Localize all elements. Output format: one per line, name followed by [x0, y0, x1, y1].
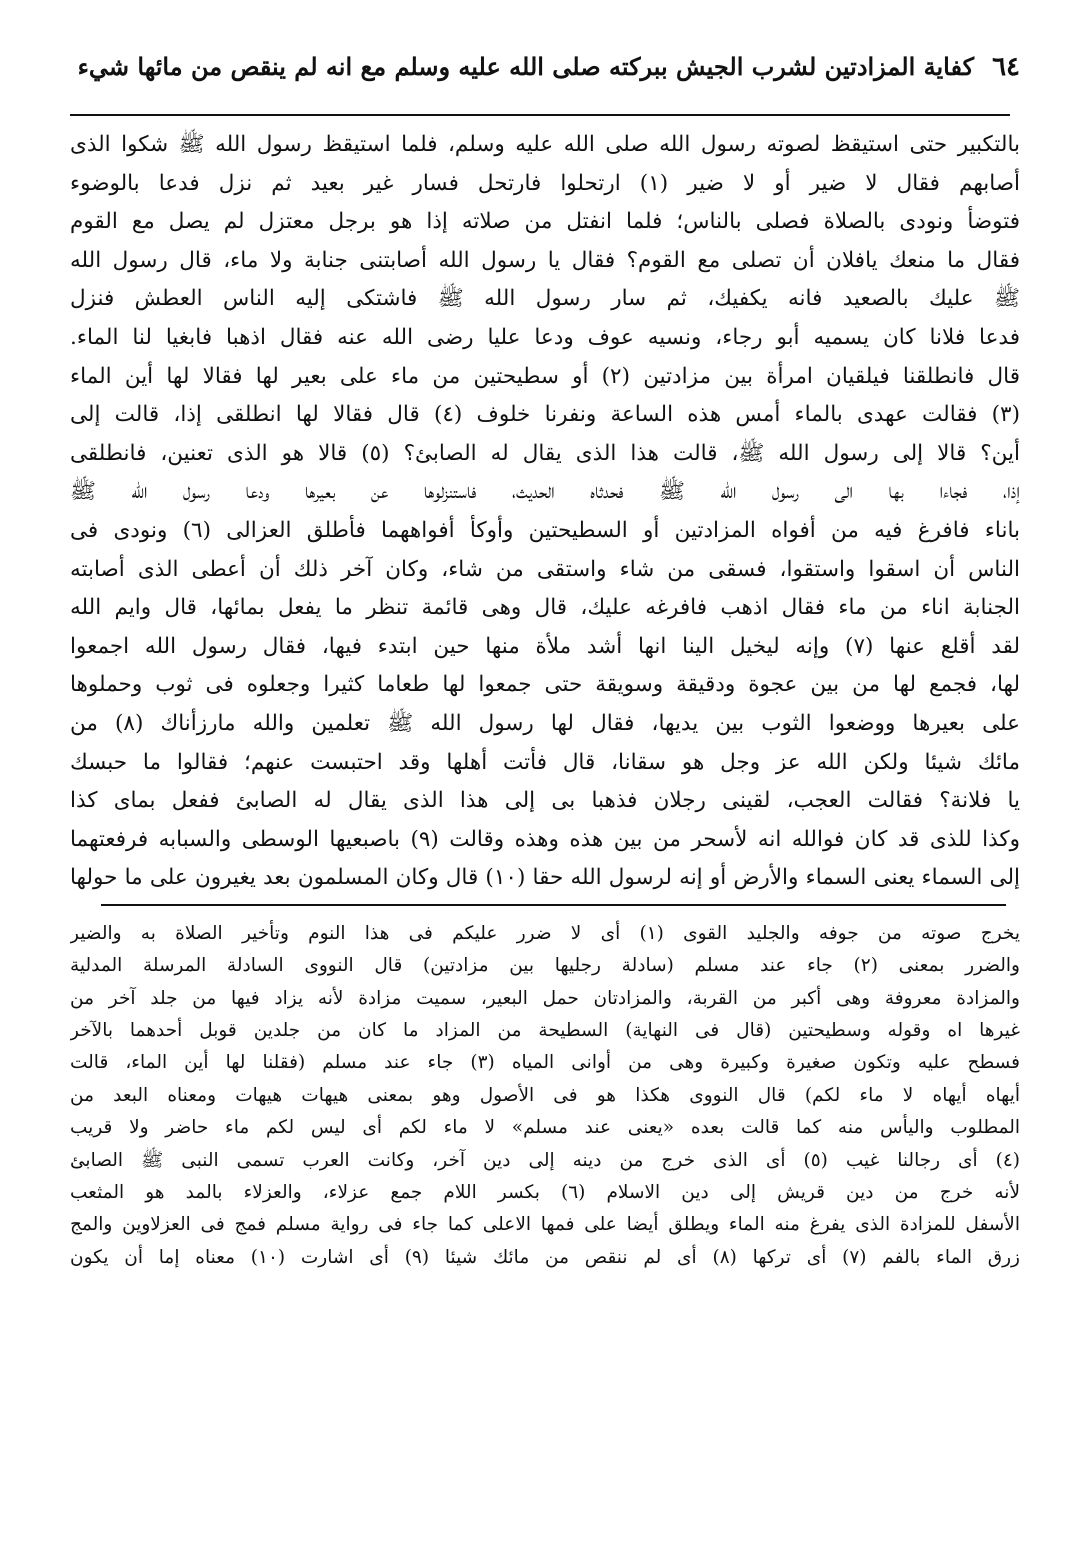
footnote-line: والضرر بمعنى (٢) جاء عند مسلم (سادلة رجليها بين مزادتين) قال النووى السادلة المرسلة المدلية	[70, 955, 1020, 977]
running-title: كفاية المزادتين لشرب الجيش ببركته صلى الله عليه وسلم مع انه لم ينقص من مائها شيء	[77, 52, 975, 81]
main-text-line: الجنابة اناء من ماء فقال اذهب فافرغه عليك، قال وهى قائمة تنظر ما يفعل بمائها، قال وايم الله	[70, 595, 1020, 621]
footnote-divider	[101, 904, 1006, 906]
footnote-line: يخرج صوته من جوفه والجليد القوى (١) أى لا ضرر عليكم فى هذا النوم وتأخير الصلاة به والضير	[70, 922, 1020, 944]
main-text-line: (٣) فقالت عهدى بالماء أمس هذه الساعة ونفرنا خلوف (٤) قال فقالا لها انطلقى إذا، قالت إلى	[70, 402, 1020, 428]
header-divider	[70, 114, 1010, 116]
main-text-line: قال فانطلقنا فيلقيان امرأة بين مزادتين (٢) أو سطيحتين من ماء على بعير لها فقالا لها أين الماء	[70, 363, 1020, 389]
footnote-line: المطلوب واليأس منه كما قالت بعده «يعنى عند مسلم» لا ماء لكم أى ليس لكم ماء حاضر ولا قريب	[70, 1117, 1020, 1139]
main-text-line: الناس أن اسقوا واستقوا، فسقى من شاء واستقى من شاء، وكان آخر ذلك أن أعطى الذى أصابته	[70, 556, 1020, 582]
main-text-line: فقال ما منعك يافلان أن تصلى مع القوم؟ فقال يا رسول الله أصابتنى جنابة ولا ماء، قال رسول الله	[70, 247, 1020, 273]
main-text-block	[70, 126, 1020, 898]
main-text-line: وكذا للذى قد كان فوالله انه لأسحر من بين هذه وهذه وقالت (٩) باصبعيها الوسطى والسبابه فرفعتهما	[70, 826, 1020, 852]
main-text-line: لها، فجمع لها من بين عجوة ودقيقة وسويقة حتى جمعوا لها طعاما كثيرا وجعلوه فى ثوب وحملوها	[70, 672, 1020, 698]
footnote-line: لأنه خرج من دين قريش إلى دين الاسلام (٦) بكسر اللام جمع عزلاء، والعزلاء بالمد هو المثعب	[70, 1182, 1020, 1203]
book-page	[70, 52, 1020, 1274]
main-text-line: بالتكبير حتى استيقظ لصوته رسول الله صلى الله عليه وسلم، فلما استيقظ رسول الله ﷺ شكوا الذى	[70, 132, 1020, 157]
main-text-line: إذا، فجاءا بها الى رسول الله ﷺ فحدثاه الحديث، فاستنزلوها عن بعيرها ودعا رسول الله ﷺ	[70, 479, 1020, 505]
main-text-line: إلى السماء يعنى السماء والأرض أو إنه لرسول الله حقا (١٠) قال وكان المسلمون بعد يغيرون على ما حولها	[70, 865, 1020, 891]
main-text-line: على بعيرها ووضعوا الثوب بين يديها، فقال لها رسول الله ﷺ تعلمين والله مارزأناك (٨) من	[70, 710, 1020, 736]
main-text-line: لقد أقلع عنها (٧) وإنه ليخيل الينا انها أشد ملأة منها حين ابتدء فيها، فقال رسول الله اجمعوا	[70, 633, 1020, 659]
main-text-line: يا فلانة؟ فقالت العجب، لقينى رجلان فذهبا بى إلى هذا الذى يقال له الصابئ ففعل بماى كذا	[70, 788, 1020, 814]
main-text-line: أصابهم فقال لا ضير أو لا ضير (١) ارتحلوا فارتحل فسار غير بعيد ثم نزل فدعا بالوضوء	[70, 170, 1020, 196]
footnote-line: زرق الماء بالفم (٧) أى تركها (٨) أى لم ننقص من مائك شيئا (٩) أى اشارت (١٠) معناه إما أن يكون	[70, 1246, 1020, 1268]
main-text-line: ﷺ عليك بالصعيد فانه يكفيك، ثم سار رسول الله ﷺ فاشتكى إليه الناس العطش فنزل	[70, 286, 1020, 312]
main-text-line: فتوضأ ونودى بالصلاة فصلى بالناس؛ فلما انفتل من صلاته إذا هو برجل معتزل لم يصل مع القوم	[70, 209, 1020, 235]
main-text-line: مائك شيئا ولكن الله عز وجل هو سقانا، قال فأتت أهلها وقد احتبست عنهم؛ فقالوا ما حبسك	[70, 749, 1020, 775]
footnote-line: (٤) أى رجالنا غيب (٥) أى الذى خرج من دينه إلى دين آخر، وكانت العرب تسمى النبى ﷺ الصابئ	[70, 1149, 1020, 1171]
footnote-line: فسطح عليه وتكون صغيرة وكبيرة وهى من أوانى المياه (٣) جاء عند مسلم (فقلنا لها أين الماء، قالت	[70, 1052, 1020, 1074]
footnote-line: الأسفل للمزادة الذى يفرغ منه الماء ويطلق أيضا على فمها الاعلى كما جاء فى رواية مسلم فمج فى العزلاوين والمج	[70, 1214, 1020, 1236]
footnote-line: غيرها اه وقوله وسطيحتين (قال فى النهاية) السطيحة من المزاد ما كان من جلدين قوبل أحدهما بالآخر	[70, 1020, 1020, 1042]
page-header	[70, 52, 1020, 114]
footnotes-block	[70, 918, 1020, 1274]
main-text-line: أين؟ قالا إلى رسول الله ﷺ، قالت هذا الذى يقال له الصابئ؟ (٥) قالا هو الذى تعنين، فانطلقى	[70, 440, 1020, 466]
footnote-line: أيهاه أيهاه لا ماء لكم) قال النووى هكذا هو فى الأصول وهو بمعنى هيهات هيهات ومعناه البعد من	[70, 1084, 1020, 1106]
page-number: ٦٤	[992, 52, 1020, 82]
footnote-line: والمزادة معروفة وهى أكبر من القربة، والمزادتان حمل البعير، سميت مزادة لأنه يزاد فيها من جلد آخر من	[70, 987, 1020, 1009]
main-text-line: فدعا فلانا كان يسميه أبو رجاء، ونسيه عوف ودعا عليا رضى الله عنه فقال اذهبا فابغيا لنا الماء.	[70, 324, 1020, 350]
main-text-line: باناء فافرغ فيه من أفواه المزادتين أو السطيحتين وأوكأ أفواههما فأطلق العزالى (٦) ونودى فى	[70, 517, 1020, 543]
